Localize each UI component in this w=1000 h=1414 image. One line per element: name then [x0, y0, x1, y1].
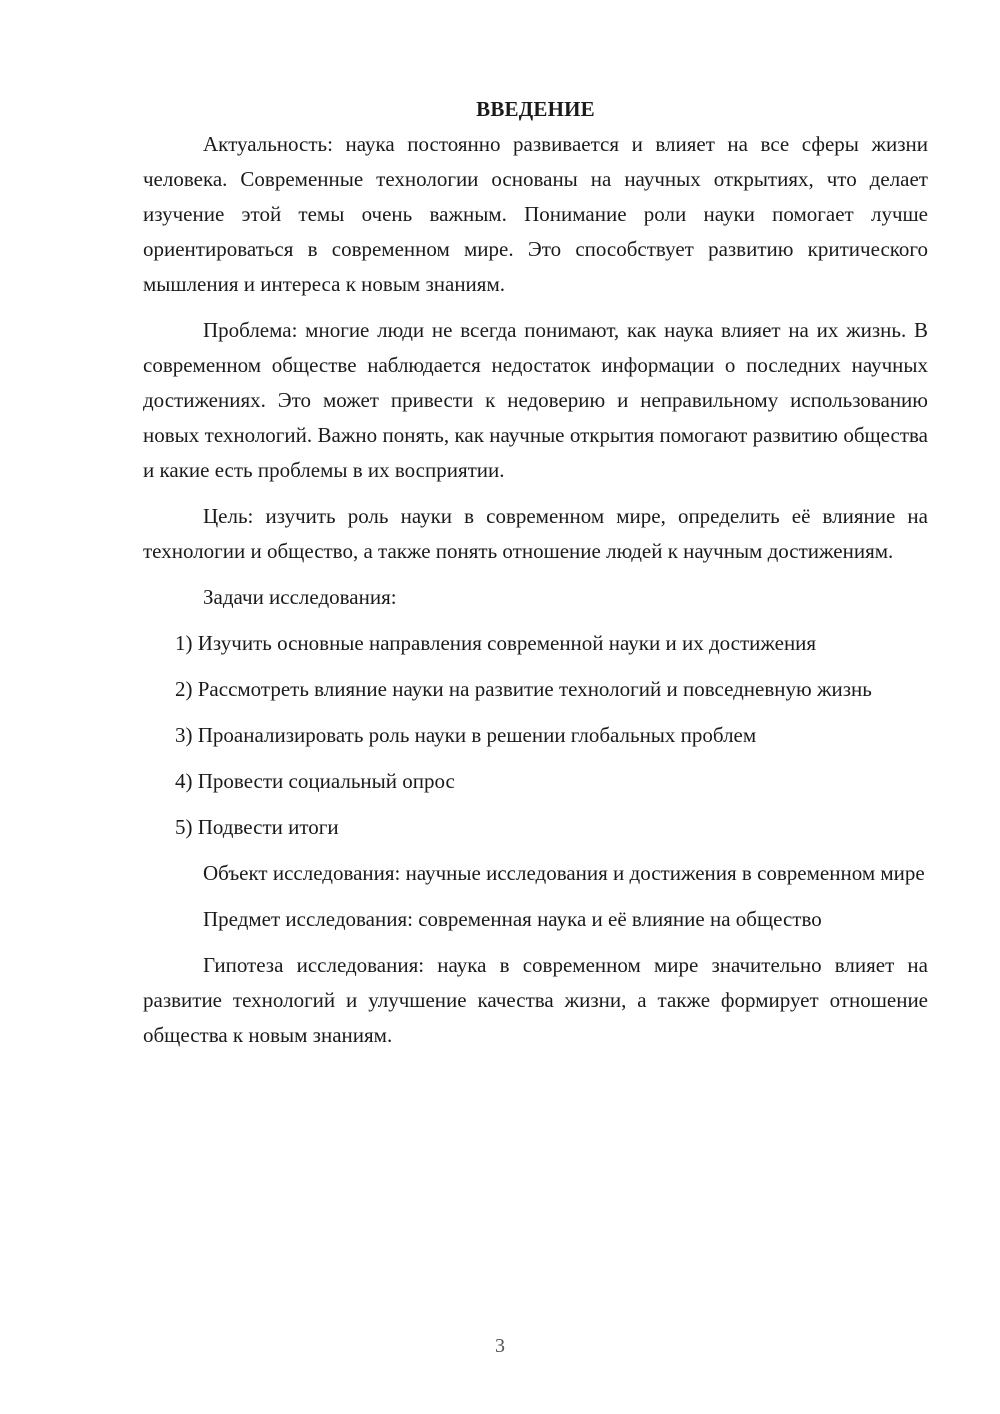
page-number: 3	[495, 1335, 505, 1357]
task-item-5: 5) Подвести итоги	[175, 815, 339, 839]
paragraph-subject: Предмет исследования: современная наука и её влияние на общество	[203, 907, 822, 931]
document-page	[143, 92, 928, 1064]
task-item-2: 2) Рассмотреть влияние науки на развитие технологий и повседневную жизнь	[175, 677, 872, 701]
paragraph-problem: Проблема: многие люди не всегда понимают, как наука влияет на их жизнь. В современном обществе наблюдается недостаток информации о последних научных достижениях. Это может привести к недоверию и неправильному использованию новых технологий. Важно понять, как научные открытия помогают развитию общества и какие есть проблемы в их восприятии.	[143, 318, 928, 482]
paragraph-goal: Цель: изучить роль науки в современном мире, определить её влияние на технологии и общество, а также понять отношение людей к научным достижениям.	[143, 504, 928, 563]
task-item-4: 4) Провести социальный опрос	[175, 769, 455, 793]
paragraph-tasks-title: Задачи исследования:	[203, 585, 397, 609]
document-heading: ВВЕДЕНИЕ	[476, 97, 595, 121]
paragraph-object: Объект исследования: научные исследования и достижения в современном мире	[203, 861, 925, 885]
task-item-3: 3) Проанализировать роль науки в решении глобальных проблем	[175, 723, 757, 747]
paragraph-hypothesis: Гипотеза исследования: наука в современном мире значительно влияет на развитие технологий и улучшение качества жизни, а также формирует отношение общества к новым знаниям.	[143, 953, 928, 1047]
paragraph-relevance: Актуальность: наука постоянно развивается и влияет на все сферы жизни человека. Современные технологии основаны на научных открытиях, что делает изучение этой темы очень важным. Понимание роли науки помогает лучше ориентироваться в современном мире. Это способствует развитию критического мышления и интереса к новым знаниям.	[143, 132, 928, 296]
task-item-1: 1) Изучить основные направления современной науки и их достижения	[175, 631, 817, 655]
